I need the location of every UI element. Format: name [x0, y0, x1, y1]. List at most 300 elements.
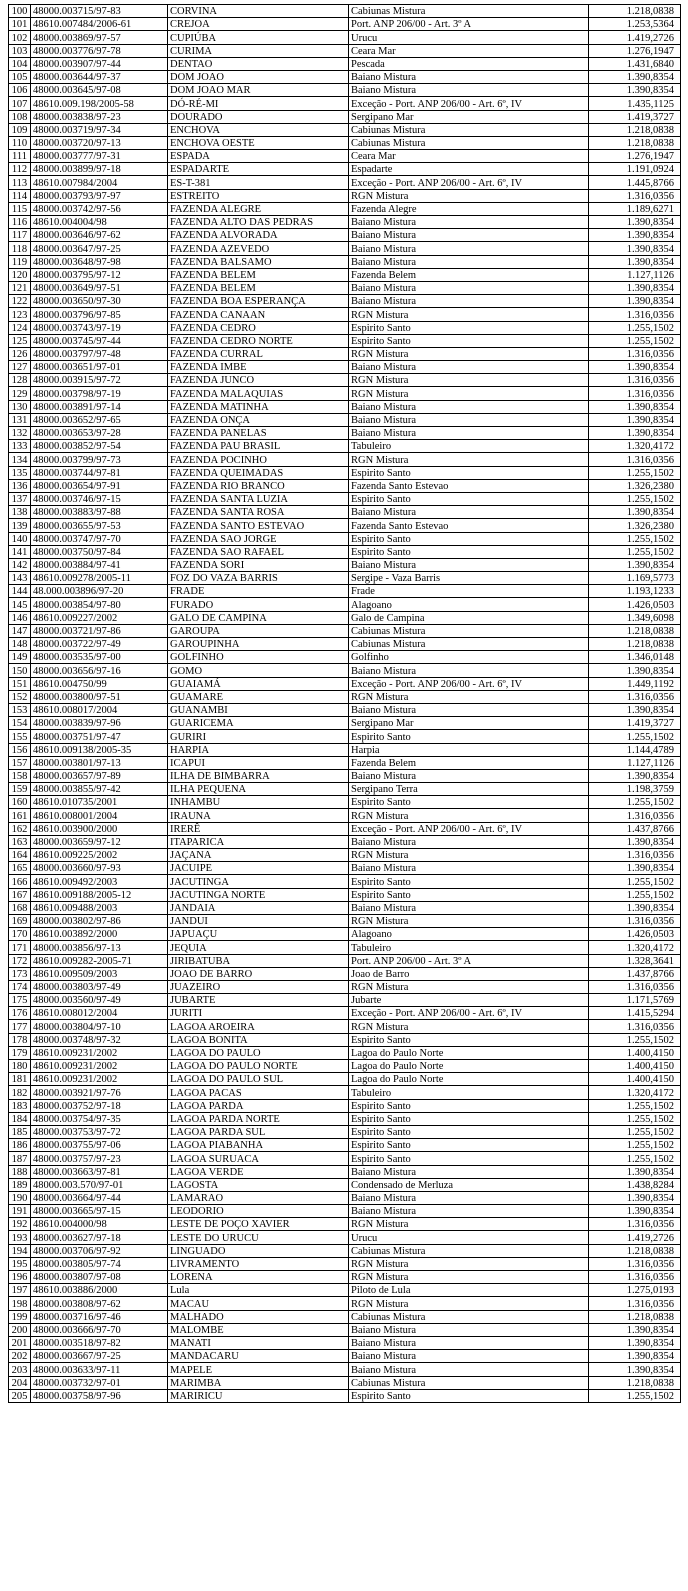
reference-value-cell: 1.390,8354 — [589, 242, 681, 255]
row-number-cell: 138 — [9, 506, 31, 519]
process-number-cell: 48000.003647/97-25 — [31, 242, 168, 255]
row-number-cell: 135 — [9, 466, 31, 479]
reference-value-cell: 1.218,0838 — [589, 1310, 681, 1323]
reference-value-cell: 1.193,1233 — [589, 585, 681, 598]
reference-value-cell: 1.218,0838 — [589, 638, 681, 651]
field-name-cell: LAGOA SURUACA — [168, 1152, 349, 1165]
field-name-cell: ICAPUI — [168, 756, 349, 769]
table-row — [9, 1165, 681, 1178]
row-number-cell: 197 — [9, 1284, 31, 1297]
field-name-cell: LESTE DE POÇO XAVIER — [168, 1218, 349, 1231]
process-number-cell: 48000.003797/97-48 — [31, 347, 168, 360]
row-number-cell: 184 — [9, 1112, 31, 1125]
process-number-cell: 48000.003808/97-62 — [31, 1297, 168, 1310]
table-row — [9, 1086, 681, 1099]
reference-value-cell: 1.316,0356 — [589, 374, 681, 387]
reference-stream-cell: Baiano Mistura — [349, 295, 589, 308]
row-number-cell: 187 — [9, 1152, 31, 1165]
reference-stream-cell: Baiano Mistura — [349, 1165, 589, 1178]
fields-table — [8, 4, 681, 1403]
table-row — [9, 1389, 681, 1402]
reference-stream-cell: Baiano Mistura — [349, 281, 589, 294]
field-name-cell: LAGOA PACAS — [168, 1086, 349, 1099]
row-number-cell: 105 — [9, 70, 31, 83]
field-name-cell: FAZENDA AZEVEDO — [168, 242, 349, 255]
field-name-cell: GAROUPINHA — [168, 638, 349, 651]
table-row — [9, 1046, 681, 1059]
row-number-cell: 185 — [9, 1125, 31, 1138]
process-number-cell: 48000.003753/97-72 — [31, 1125, 168, 1138]
row-number-cell: 145 — [9, 598, 31, 611]
reference-value-cell: 1.437,8766 — [589, 967, 681, 980]
row-number-cell: 152 — [9, 690, 31, 703]
process-number-cell: 48000.003743/97-19 — [31, 321, 168, 334]
reference-stream-cell: Baiano Mistura — [349, 558, 589, 571]
process-number-cell: 48000.003706/97-92 — [31, 1244, 168, 1257]
process-number-cell: 48000.003653/97-28 — [31, 427, 168, 440]
reference-stream-cell: Cabiunas Mistura — [349, 1310, 589, 1323]
field-name-cell: GOLFINHO — [168, 651, 349, 664]
process-number-cell: 48000.003656/97-16 — [31, 664, 168, 677]
process-number-cell: 48610.003886/2000 — [31, 1284, 168, 1297]
reference-stream-cell: Exceção - Port. ANP 206/00 - Art. 6º, IV — [349, 97, 589, 110]
reference-stream-cell: Frade — [349, 585, 589, 598]
field-name-cell: FAZENDA SAO RAFAEL — [168, 545, 349, 558]
reference-stream-cell: Espirito Santo — [349, 466, 589, 479]
table-row — [9, 651, 681, 664]
reference-value-cell: 1.255,1502 — [589, 492, 681, 505]
reference-stream-cell: Cabiunas Mistura — [349, 5, 589, 18]
reference-value-cell: 1.316,0356 — [589, 453, 681, 466]
row-number-cell: 190 — [9, 1191, 31, 1204]
process-number-cell: 48610.009138/2005-35 — [31, 743, 168, 756]
reference-stream-cell: Baiano Mistura — [349, 70, 589, 83]
field-name-cell: FAZENDA SORI — [168, 558, 349, 571]
reference-stream-cell: Baiano Mistura — [349, 664, 589, 677]
field-name-cell: GUAIAMÁ — [168, 677, 349, 690]
field-name-cell: LORENA — [168, 1271, 349, 1284]
reference-value-cell: 1.390,8354 — [589, 1205, 681, 1218]
field-name-cell: JOAO DE BARRO — [168, 967, 349, 980]
reference-value-cell: 1.316,0356 — [589, 849, 681, 862]
reference-value-cell: 1.390,8354 — [589, 1165, 681, 1178]
table-row — [9, 690, 681, 703]
table-row — [9, 1099, 681, 1112]
process-number-cell: 48000.003795/97-12 — [31, 268, 168, 281]
field-name-cell: LAMARAO — [168, 1191, 349, 1204]
reference-stream-cell: Espirito Santo — [349, 1125, 589, 1138]
table-row — [9, 624, 681, 637]
field-name-cell: JIRIBATUBA — [168, 954, 349, 967]
reference-value-cell: 1.218,0838 — [589, 136, 681, 149]
field-name-cell: FAZENDA PAU BRASIL — [168, 440, 349, 453]
field-name-cell: LAGOA VERDE — [168, 1165, 349, 1178]
process-number-cell: 48000.003.570/97-01 — [31, 1178, 168, 1191]
row-number-cell: 199 — [9, 1310, 31, 1323]
reference-stream-cell: RGN Mistura — [349, 1271, 589, 1284]
field-name-cell: GUAMARE — [168, 690, 349, 703]
row-number-cell: 120 — [9, 268, 31, 281]
process-number-cell: 48000.003654/97-91 — [31, 479, 168, 492]
row-number-cell: 173 — [9, 967, 31, 980]
reference-stream-cell: Fazenda Alegre — [349, 202, 589, 215]
field-name-cell: FAZENDA QUEIMADAS — [168, 466, 349, 479]
field-name-cell: FAZENDA ALTO DAS PEDRAS — [168, 216, 349, 229]
reference-value-cell: 1.390,8354 — [589, 1336, 681, 1349]
reference-value-cell: 1.346,0148 — [589, 651, 681, 664]
process-number-cell: 48610.009492/2003 — [31, 875, 168, 888]
table-row — [9, 743, 681, 756]
table-row — [9, 1271, 681, 1284]
field-name-cell: FAZENDA BELEM — [168, 268, 349, 281]
reference-stream-cell: Espirito Santo — [349, 1139, 589, 1152]
field-name-cell: JACUTINGA NORTE — [168, 888, 349, 901]
process-number-cell: 48000.003803/97-49 — [31, 980, 168, 993]
table-row — [9, 558, 681, 571]
table-row — [9, 941, 681, 954]
field-name-cell: FAZENDA ALEGRE — [168, 202, 349, 215]
field-name-cell: GAROUPA — [168, 624, 349, 637]
reference-stream-cell: Cabiunas Mistura — [349, 1376, 589, 1389]
process-number-cell: 48000.003651/97-01 — [31, 361, 168, 374]
reference-value-cell: 1.390,8354 — [589, 901, 681, 914]
row-number-cell: 128 — [9, 374, 31, 387]
process-number-cell: 48000.003801/97-13 — [31, 756, 168, 769]
reference-value-cell: 1.390,8354 — [589, 361, 681, 374]
table-row — [9, 361, 681, 374]
process-number-cell: 48000.003883/97-88 — [31, 506, 168, 519]
process-number-cell: 48610.009488/2003 — [31, 901, 168, 914]
field-name-cell: ENCHOVA — [168, 123, 349, 136]
reference-value-cell: 1.390,8354 — [589, 769, 681, 782]
reference-value-cell: 1.320,4172 — [589, 440, 681, 453]
field-name-cell: DOM JOAO — [168, 70, 349, 83]
field-name-cell: GUANAMBI — [168, 703, 349, 716]
reference-stream-cell: Sergipano Mar — [349, 110, 589, 123]
row-number-cell: 174 — [9, 980, 31, 993]
row-number-cell: 118 — [9, 242, 31, 255]
process-number-cell: 48610.009231/2002 — [31, 1073, 168, 1086]
reference-value-cell: 1.431,6840 — [589, 57, 681, 70]
field-name-cell: FAZENDA CEDRO NORTE — [168, 334, 349, 347]
row-number-cell: 100 — [9, 5, 31, 18]
process-number-cell: 48000.003856/97-13 — [31, 941, 168, 954]
reference-stream-cell: RGN Mistura — [349, 308, 589, 321]
reference-value-cell: 1.390,8354 — [589, 703, 681, 716]
reference-value-cell: 1.255,1502 — [589, 1125, 681, 1138]
table-row — [9, 822, 681, 835]
process-number-cell: 48000.003663/97-81 — [31, 1165, 168, 1178]
process-number-cell: 48000.003802/97-86 — [31, 914, 168, 927]
reference-value-cell: 1.390,8354 — [589, 216, 681, 229]
reference-stream-cell: Piloto de Lula — [349, 1284, 589, 1297]
row-number-cell: 180 — [9, 1060, 31, 1073]
table-row — [9, 1284, 681, 1297]
process-number-cell: 48000.003921/97-76 — [31, 1086, 168, 1099]
process-number-cell: 48000.003649/97-51 — [31, 281, 168, 294]
table-row — [9, 980, 681, 993]
process-number-cell: 48000.003732/97-01 — [31, 1376, 168, 1389]
row-number-cell: 201 — [9, 1336, 31, 1349]
reference-value-cell: 1.255,1502 — [589, 334, 681, 347]
row-number-cell: 107 — [9, 97, 31, 110]
reference-value-cell: 1.390,8354 — [589, 1191, 681, 1204]
reference-stream-cell: Cabiunas Mistura — [349, 123, 589, 136]
process-number-cell: 48000.003666/97-70 — [31, 1323, 168, 1336]
process-number-cell: 48610.009231/2002 — [31, 1046, 168, 1059]
row-number-cell: 121 — [9, 281, 31, 294]
row-number-cell: 182 — [9, 1086, 31, 1099]
row-number-cell: 108 — [9, 110, 31, 123]
reference-stream-cell: Ceara Mar — [349, 150, 589, 163]
reference-stream-cell: RGN Mistura — [349, 1020, 589, 1033]
reference-value-cell: 1.328,3641 — [589, 954, 681, 967]
row-number-cell: 148 — [9, 638, 31, 651]
field-name-cell: LAGOA PARDA — [168, 1099, 349, 1112]
fields-table-body — [9, 5, 681, 1403]
field-name-cell: IRERÊ — [168, 822, 349, 835]
row-number-cell: 106 — [9, 84, 31, 97]
reference-value-cell: 1.316,0356 — [589, 690, 681, 703]
field-name-cell: FAZENDA SAO JORGE — [168, 532, 349, 545]
table-row — [9, 281, 681, 294]
process-number-cell: 48000.003644/97-37 — [31, 70, 168, 83]
reference-value-cell: 1.349,6098 — [589, 611, 681, 624]
row-number-cell: 149 — [9, 651, 31, 664]
reference-stream-cell: Tabuleiro — [349, 440, 589, 453]
process-number-cell: 48610.009227/2002 — [31, 611, 168, 624]
reference-stream-cell: Espirito Santo — [349, 1152, 589, 1165]
field-name-cell: FAZENDA ALVORADA — [168, 229, 349, 242]
row-number-cell: 203 — [9, 1363, 31, 1376]
table-row — [9, 123, 681, 136]
reference-stream-cell: Cabiunas Mistura — [349, 136, 589, 149]
table-row — [9, 150, 681, 163]
row-number-cell: 165 — [9, 862, 31, 875]
row-number-cell: 172 — [9, 954, 31, 967]
reference-stream-cell: Espirito Santo — [349, 730, 589, 743]
table-row — [9, 334, 681, 347]
table-row — [9, 189, 681, 202]
reference-value-cell: 1.390,8354 — [589, 862, 681, 875]
reference-stream-cell: Condensado de Merluza — [349, 1178, 589, 1191]
reference-value-cell: 1.400,4150 — [589, 1073, 681, 1086]
table-row — [9, 717, 681, 730]
reference-value-cell: 1.390,8354 — [589, 400, 681, 413]
field-name-cell: LAGOA DO PAULO — [168, 1046, 349, 1059]
reference-stream-cell: Pescada — [349, 57, 589, 70]
row-number-cell: 109 — [9, 123, 31, 136]
reference-stream-cell: Baiano Mistura — [349, 255, 589, 268]
reference-value-cell: 1.255,1502 — [589, 1152, 681, 1165]
process-number-cell: 48610.010735/2001 — [31, 796, 168, 809]
row-number-cell: 136 — [9, 479, 31, 492]
table-row — [9, 519, 681, 532]
process-number-cell: 48000.003805/97-74 — [31, 1257, 168, 1270]
table-row — [9, 888, 681, 901]
table-row — [9, 532, 681, 545]
field-name-cell: FURADO — [168, 598, 349, 611]
process-number-cell: 48000.003746/97-15 — [31, 492, 168, 505]
table-row — [9, 308, 681, 321]
table-row — [9, 545, 681, 558]
field-name-cell: FAZENDA SANTA ROSA — [168, 506, 349, 519]
reference-value-cell: 1.419,3727 — [589, 110, 681, 123]
process-number-cell: 48000.003884/97-41 — [31, 558, 168, 571]
reference-stream-cell: Espirito Santo — [349, 1033, 589, 1046]
process-number-cell: 48000.003747/97-70 — [31, 532, 168, 545]
field-name-cell: Lula — [168, 1284, 349, 1297]
table-row — [9, 1112, 681, 1125]
reference-value-cell: 1.390,8354 — [589, 558, 681, 571]
process-number-cell: 48610.007984/2004 — [31, 176, 168, 189]
process-number-cell: 48000.003752/97-18 — [31, 1099, 168, 1112]
process-number-cell: 48000.003657/97-89 — [31, 769, 168, 782]
field-name-cell: ES-T-381 — [168, 176, 349, 189]
reference-stream-cell: RGN Mistura — [349, 1297, 589, 1310]
row-number-cell: 115 — [9, 202, 31, 215]
table-row — [9, 1244, 681, 1257]
process-number-cell: 48000.003869/97-57 — [31, 31, 168, 44]
reference-value-cell: 1.127,1126 — [589, 756, 681, 769]
field-name-cell: DÓ-RÉ-MI — [168, 97, 349, 110]
process-number-cell: 48610.008012/2004 — [31, 1007, 168, 1020]
reference-value-cell: 1.326,2380 — [589, 479, 681, 492]
row-number-cell: 160 — [9, 796, 31, 809]
row-number-cell: 127 — [9, 361, 31, 374]
table-row — [9, 268, 681, 281]
row-number-cell: 189 — [9, 1178, 31, 1191]
table-row — [9, 400, 681, 413]
table-row — [9, 31, 681, 44]
reference-stream-cell: Baiano Mistura — [349, 361, 589, 374]
process-number-cell: 48000.003796/97-85 — [31, 308, 168, 321]
reference-stream-cell: Baiano Mistura — [349, 769, 589, 782]
reference-stream-cell: Golfinho — [349, 651, 589, 664]
process-number-cell: 48000.003648/97-98 — [31, 255, 168, 268]
table-row — [9, 84, 681, 97]
process-number-cell: 48000.003751/97-47 — [31, 730, 168, 743]
row-number-cell: 144 — [9, 585, 31, 598]
process-number-cell: 48000.003748/97-32 — [31, 1033, 168, 1046]
reference-value-cell: 1.390,8354 — [589, 413, 681, 426]
process-number-cell: 48000.003798/97-19 — [31, 387, 168, 400]
row-number-cell: 141 — [9, 545, 31, 558]
reference-stream-cell: Cabiunas Mistura — [349, 638, 589, 651]
reference-value-cell: 1.144,4789 — [589, 743, 681, 756]
reference-stream-cell: Baiano Mistura — [349, 1363, 589, 1376]
reference-stream-cell: RGN Mistura — [349, 453, 589, 466]
reference-value-cell: 1.316,0356 — [589, 1257, 681, 1270]
field-name-cell: DENTAO — [168, 57, 349, 70]
reference-stream-cell: RGN Mistura — [349, 690, 589, 703]
field-name-cell: JANDUI — [168, 914, 349, 927]
reference-stream-cell: Espirito Santo — [349, 888, 589, 901]
field-name-cell: ESPADA — [168, 150, 349, 163]
row-number-cell: 137 — [9, 492, 31, 505]
reference-stream-cell: Espirito Santo — [349, 1099, 589, 1112]
table-row — [9, 202, 681, 215]
field-name-cell: FAZENDA BELEM — [168, 281, 349, 294]
reference-stream-cell: RGN Mistura — [349, 189, 589, 202]
process-number-cell: 48000.003721/97-86 — [31, 624, 168, 637]
field-name-cell: LAGOA PIABANHA — [168, 1139, 349, 1152]
table-row — [9, 1007, 681, 1020]
process-number-cell: 48000.003535/97-00 — [31, 651, 168, 664]
table-row — [9, 928, 681, 941]
field-name-cell: CORVINA — [168, 5, 349, 18]
row-number-cell: 163 — [9, 835, 31, 848]
field-name-cell: GUARICEMA — [168, 717, 349, 730]
table-row — [9, 1033, 681, 1046]
row-number-cell: 164 — [9, 849, 31, 862]
field-name-cell: JAPUAÇU — [168, 928, 349, 941]
row-number-cell: 146 — [9, 611, 31, 624]
reference-stream-cell: RGN Mistura — [349, 374, 589, 387]
table-row — [9, 176, 681, 189]
row-number-cell: 125 — [9, 334, 31, 347]
table-row — [9, 756, 681, 769]
reference-value-cell: 1.255,1502 — [589, 1112, 681, 1125]
row-number-cell: 102 — [9, 31, 31, 44]
table-row — [9, 136, 681, 149]
row-number-cell: 153 — [9, 703, 31, 716]
field-name-cell: JACUIPE — [168, 862, 349, 875]
reference-stream-cell: Espirito Santo — [349, 545, 589, 558]
row-number-cell: 151 — [9, 677, 31, 690]
table-row — [9, 796, 681, 809]
table-row — [9, 783, 681, 796]
reference-stream-cell: Exceção - Port. ANP 206/00 - Art. 6º, IV — [349, 176, 589, 189]
reference-value-cell: 1.445,8766 — [589, 176, 681, 189]
reference-value-cell: 1.400,4150 — [589, 1046, 681, 1059]
process-number-cell: 48000.003518/97-82 — [31, 1336, 168, 1349]
field-name-cell: LAGOA PARDA SUL — [168, 1125, 349, 1138]
reference-stream-cell: Fazenda Santo Estevao — [349, 519, 589, 532]
reference-value-cell: 1.218,0838 — [589, 5, 681, 18]
row-number-cell: 193 — [9, 1231, 31, 1244]
process-number-cell: 48000.003652/97-65 — [31, 413, 168, 426]
process-number-cell: 48610.008001/2004 — [31, 809, 168, 822]
reference-stream-cell: Fazenda Belem — [349, 268, 589, 281]
table-row — [9, 506, 681, 519]
field-name-cell: LAGOA DO PAULO NORTE — [168, 1060, 349, 1073]
reference-value-cell: 1.437,8766 — [589, 822, 681, 835]
process-number-cell: 48000.003776/97-78 — [31, 44, 168, 57]
reference-stream-cell: Baiano Mistura — [349, 229, 589, 242]
table-row — [9, 1073, 681, 1086]
table-row — [9, 862, 681, 875]
reference-stream-cell: Espirito Santo — [349, 875, 589, 888]
reference-stream-cell: Espirito Santo — [349, 321, 589, 334]
process-number-cell: 48000.003807/97-08 — [31, 1271, 168, 1284]
reference-stream-cell: Lagoa do Paulo Norte — [349, 1060, 589, 1073]
table-row — [9, 453, 681, 466]
field-name-cell: FAZENDA PANELAS — [168, 427, 349, 440]
table-row — [9, 216, 681, 229]
table-row — [9, 347, 681, 360]
field-name-cell: MARIRICU — [168, 1389, 349, 1402]
reference-stream-cell: Port. ANP 206/00 - Art. 3º A — [349, 18, 589, 31]
field-name-cell: FAZENDA POCINHO — [168, 453, 349, 466]
reference-value-cell: 1.316,0356 — [589, 1271, 681, 1284]
process-number-cell: 48000.003645/97-08 — [31, 84, 168, 97]
reference-stream-cell: Baiano Mistura — [349, 703, 589, 716]
row-number-cell: 139 — [9, 519, 31, 532]
row-number-cell: 155 — [9, 730, 31, 743]
field-name-cell: FAZENDA SANTA LUZIA — [168, 492, 349, 505]
reference-stream-cell: Sergipano Terra — [349, 783, 589, 796]
